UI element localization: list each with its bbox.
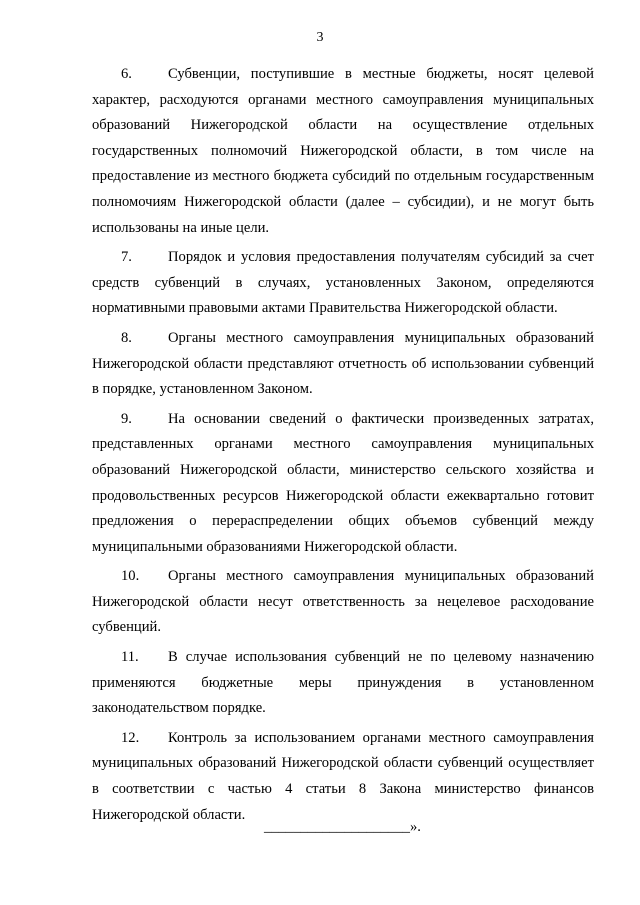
paragraph-text: Органы местного самоуправления муниципальных образований Нижегородской области представляют отчетность об использовании субвенций в порядке, установленном Законом.	[92, 329, 594, 398]
paragraph-7	[92, 245, 594, 322]
paragraph-text: Порядок и условия предоставления получателям субсидий за счет средств субвенций в случаях, установленных Законом, определяются нормативными правовыми актами Правительства Нижегородской области.	[92, 249, 594, 317]
paragraph-12	[92, 726, 594, 828]
page-number: 3	[316, 30, 324, 45]
paragraph-number: 11.	[121, 649, 139, 666]
paragraph-number: 6.	[121, 66, 132, 82]
paragraph-number: 9.	[121, 410, 132, 427]
paragraph-number: 8.	[121, 329, 132, 346]
paragraph-number: 10.	[121, 568, 140, 585]
paragraph-number: 12.	[121, 729, 140, 746]
paragraph-10	[92, 564, 594, 641]
paragraph-9	[92, 407, 594, 561]
paragraph-6	[92, 62, 594, 241]
document-body	[92, 62, 594, 832]
paragraph-number: 7.	[121, 249, 132, 266]
paragraph-11	[92, 645, 594, 722]
paragraph-text: На основании сведений о фактически произведенных затратах, представленных органами местного самоуправления муниципальных образований Нижегородской области, министерство сельского хозяйства и продовольственных ресурсов Нижегородской области ежеквартально готовит предложения о перераспределении общих объемов субвенций между муниципальными образованиями Нижегородской области.	[92, 410, 594, 555]
paragraph-text: Субвенции, поступившие в местные бюджеты, носят целевой характер, расходуются органами местного самоуправления муниципальных образований Нижегородской области на осуществление отдельных государственных полномочий Нижегородской области, в том числе на предоставление из местного бюджета субсидий по отдельным государственным полномочиям Нижегородской области (далее – субсидии), и не могут быть использованы на иные цели.	[92, 66, 594, 236]
paragraph-text: Органы местного самоуправления муниципальных образований Нижегородской области несут ответственность за нецелевое расходование субвенций.	[92, 568, 594, 636]
paragraph-8	[92, 326, 594, 403]
paragraph-text: Контроль за использованием органами местного самоуправления муниципальных образований Нижегородской области субвенций осуществляет в соответствии с частью 4 статьи 8 Закона министерство финансов Нижегородской области.	[92, 729, 594, 823]
paragraph-text: В случае использования субвенций не по целевому назначению применяются бюджетные меры принуждения в установленном законодательством порядке.	[92, 649, 594, 717]
closing-line: ____________________».	[264, 819, 421, 835]
